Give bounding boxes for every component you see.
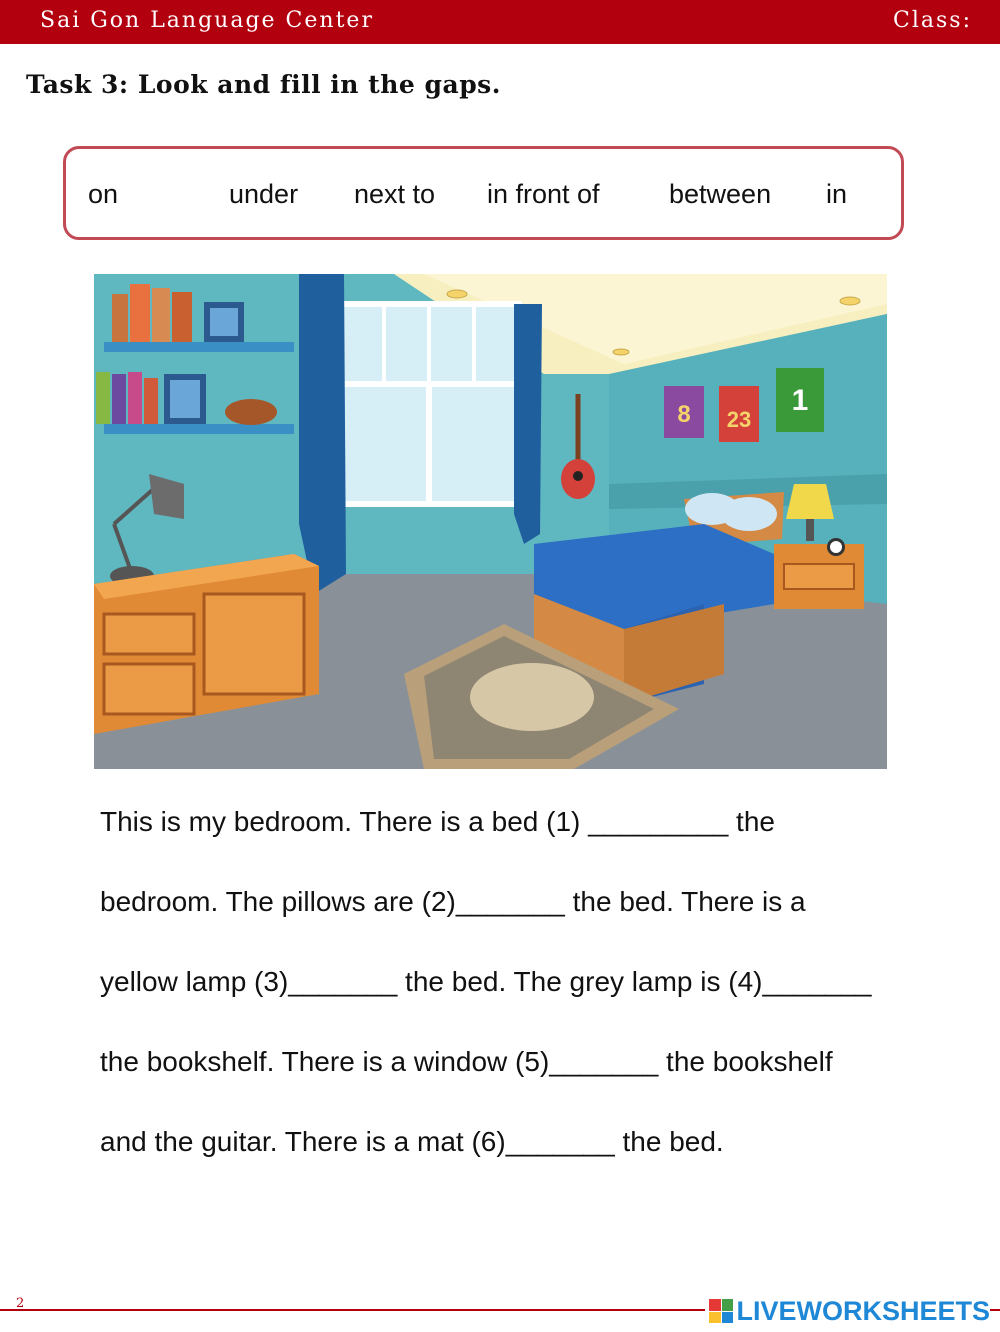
class-label: Class: bbox=[893, 8, 972, 33]
fill-in-passage bbox=[100, 800, 960, 1200]
liveworksheets-logo bbox=[705, 1296, 990, 1326]
passage-line: This is my bedroom. There is a bed (1) _________ the bbox=[100, 806, 775, 837]
page-number: 2 bbox=[16, 1296, 25, 1311]
word-bank bbox=[63, 146, 904, 240]
word-between: between bbox=[669, 179, 772, 209]
word-in-front-of: in front of bbox=[487, 179, 600, 209]
word-on: on bbox=[88, 179, 119, 209]
word-under: under bbox=[229, 179, 299, 209]
bedroom-illustration bbox=[94, 274, 887, 769]
passage-line: the bookshelf. There is a window (5)_______ the bookshelf bbox=[100, 1046, 833, 1077]
word-in: in bbox=[826, 179, 848, 209]
passage-line: yellow lamp (3)_______ the bed. The grey lamp is (4)_______ bbox=[100, 966, 872, 997]
liveworksheets-mark-icon bbox=[709, 1299, 733, 1323]
header-bar bbox=[0, 0, 1000, 44]
center-name: Sai Gon Language Center bbox=[40, 8, 374, 33]
passage-line: bedroom. The pillows are (2)_______ the bed. There is a bbox=[100, 886, 806, 917]
passage-line: and the guitar. There is a mat (6)_______ the bed. bbox=[100, 1126, 724, 1157]
task-title: Task 3: Look and fill in the gaps. bbox=[26, 70, 501, 99]
poster-number-23: 23 bbox=[726, 407, 752, 432]
poster-number-1: 1 bbox=[791, 384, 809, 417]
logo-text: LIVEWORKSHEETS bbox=[736, 1295, 990, 1326]
poster-number-8: 8 bbox=[677, 401, 691, 428]
word-next-to: next to bbox=[354, 179, 436, 209]
